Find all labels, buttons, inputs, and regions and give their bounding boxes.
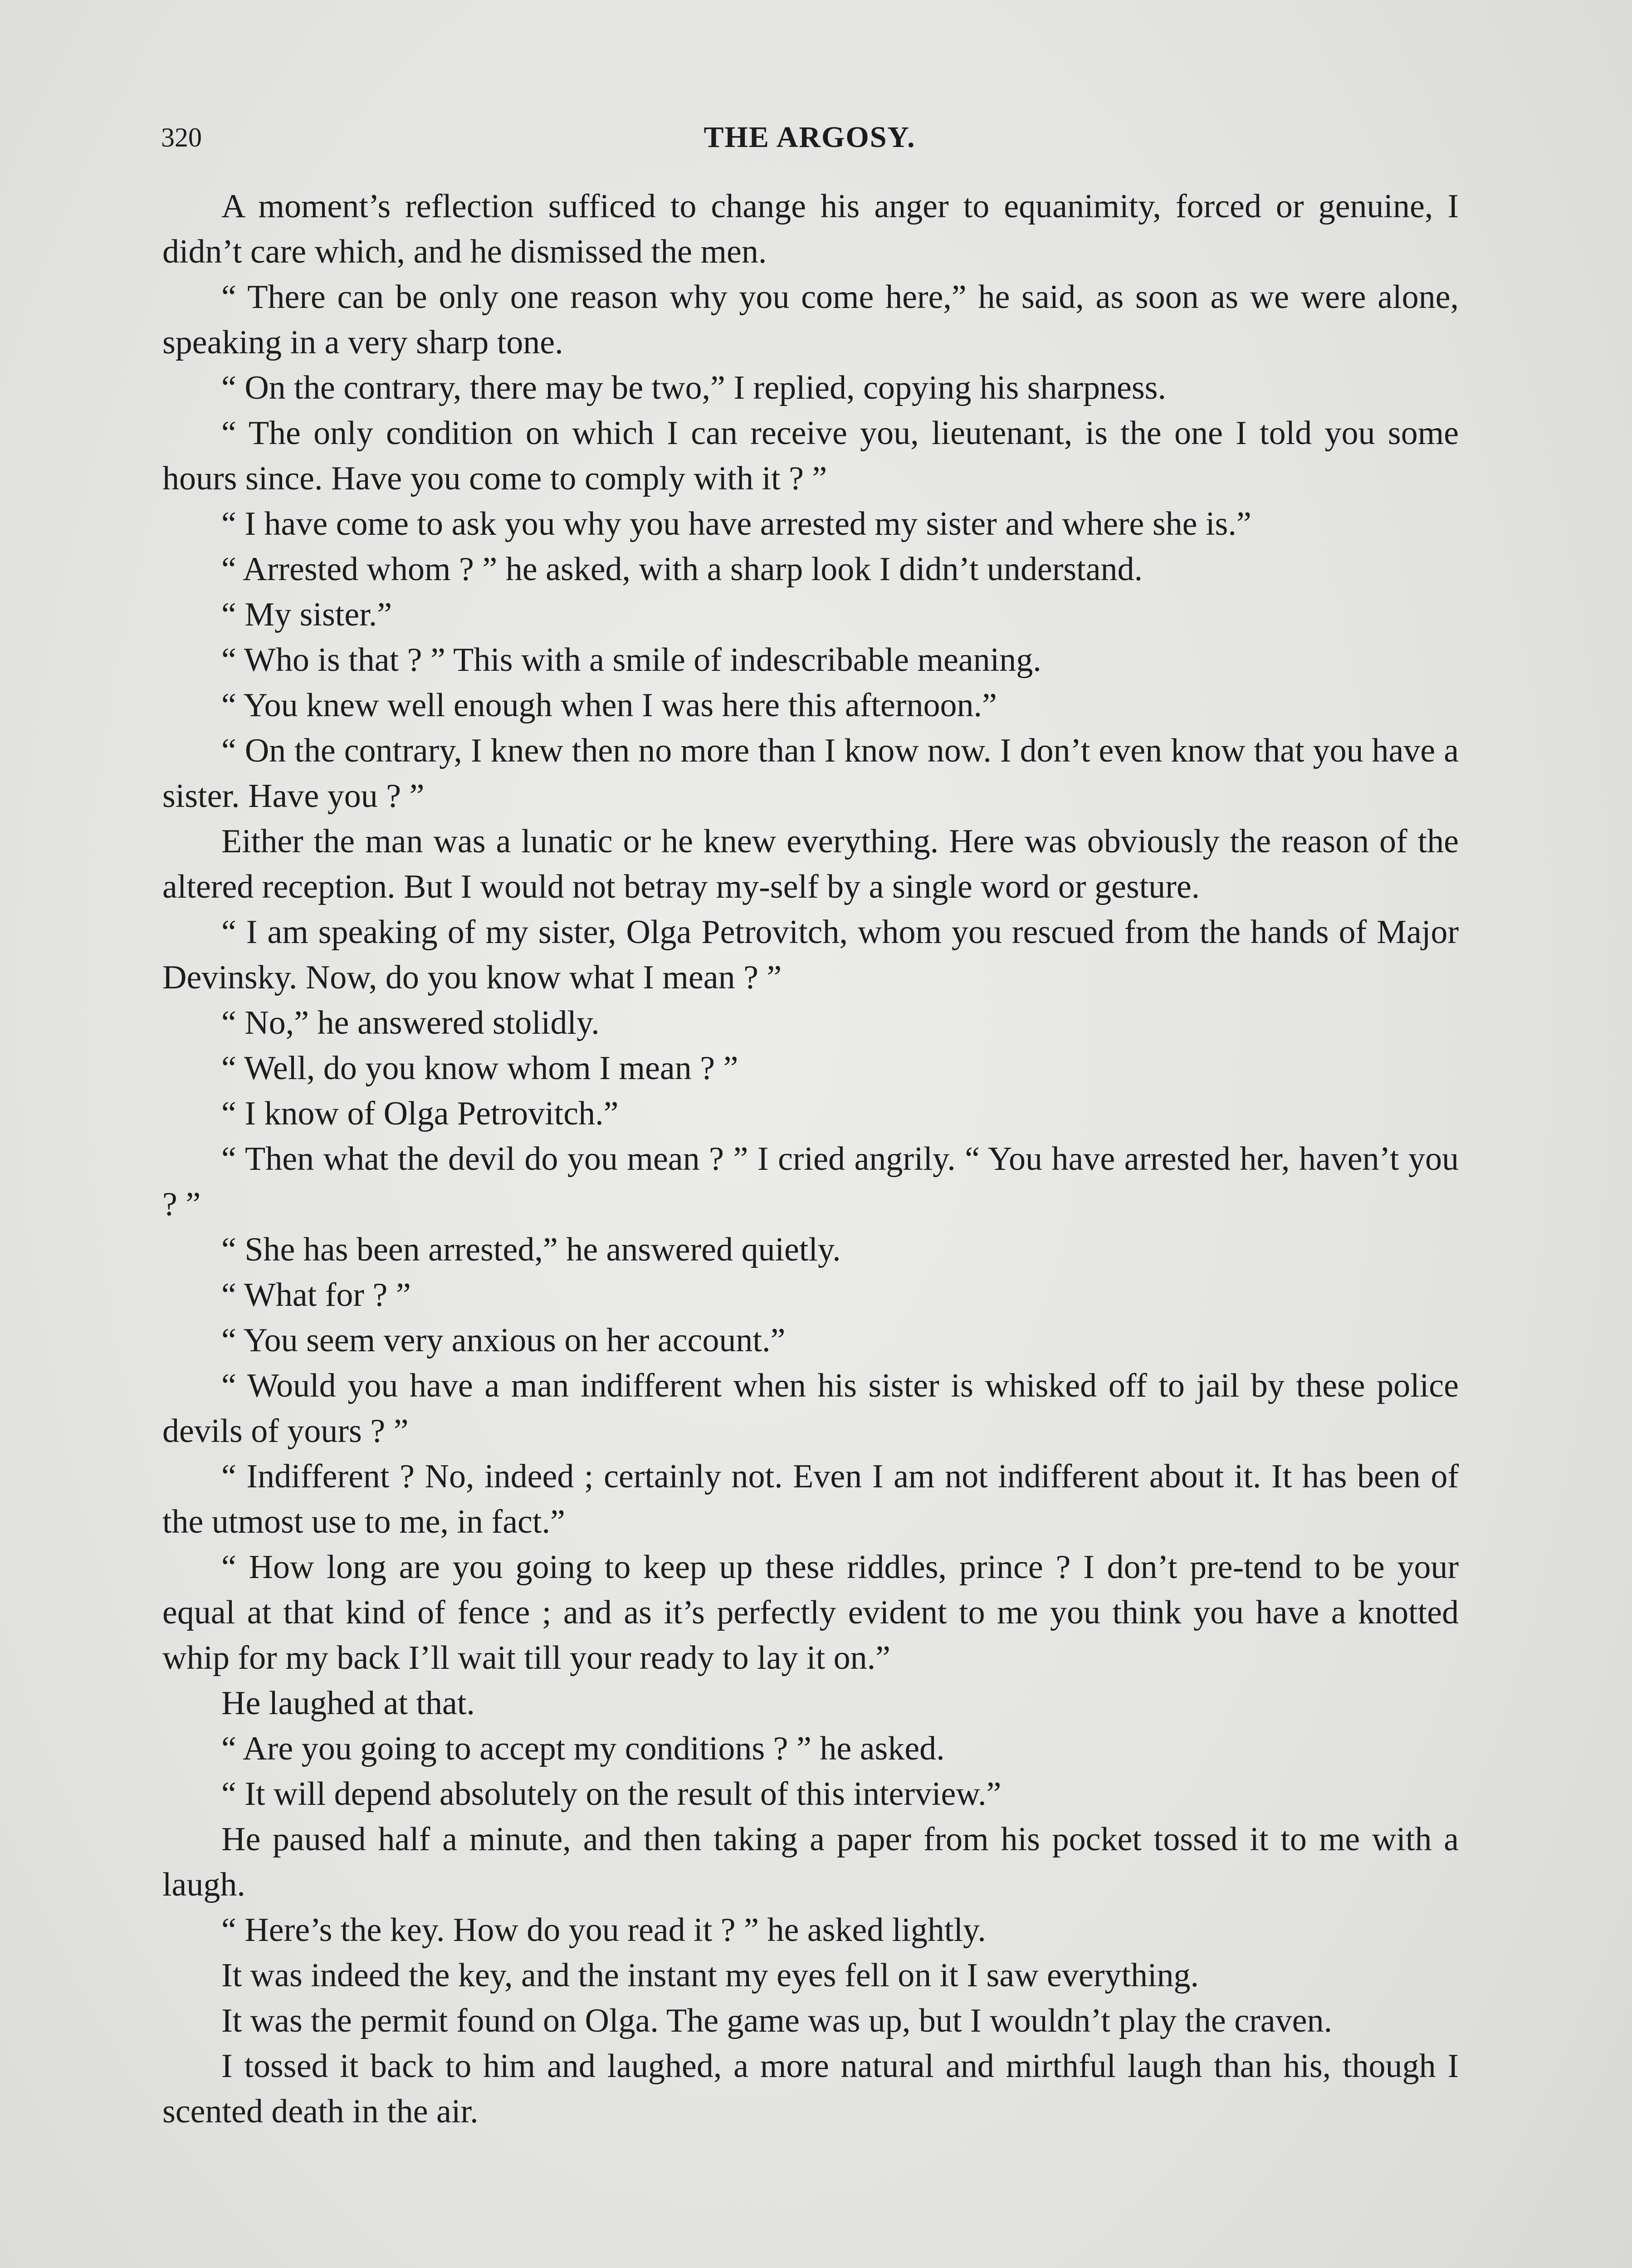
page-header [161, 117, 1458, 158]
running-title: THE ARGOSY. [704, 121, 916, 154]
paragraph: “ Indifferent ? No, indeed ; certainly not. Even I am not indifferent about it. It has been of the utmost use to me, in fact.” [162, 1458, 1459, 1540]
paragraph: “ What for ? ” [221, 1276, 411, 1314]
paragraph: Either the man was a lunatic or he knew everything. Here was obviously the reason of the altered reception. But I would not betray my-self by a single word or gesture. [162, 823, 1459, 905]
paragraph: A moment’s reflection sufficed to change his anger to equanimity, forced or genuine, I didn’t care which, and he dismissed the men. [162, 188, 1459, 270]
paragraph: It was indeed the key, and the instant my eyes fell on it I saw everything. [221, 1957, 1199, 1994]
paragraph: “ On the contrary, there may be two,” I replied, copying his sharpness. [221, 369, 1166, 406]
paragraph: “ You seem very anxious on her account.” [221, 1322, 786, 1359]
paragraph: It was the permit found on Olga. The game was up, but I wouldn’t play the craven. [221, 2002, 1332, 2039]
paragraph: “ On the contrary, I knew then no more than I know now. I don’t even know that you have a sister. Have you ? ” [162, 732, 1459, 815]
paragraph: “ Well, do you know whom I mean ? ” [221, 1050, 738, 1087]
paragraph: “ Would you have a man indifferent when his sister is whisked off to jail by these police devils of yours ? ” [162, 1367, 1459, 1450]
paragraph: “ I am speaking of my sister, Olga Petrovitch, whom you rescued from the hands of Major Devinsky. Now, do you know what I mean ? ” [162, 914, 1459, 996]
paragraph: “ How long are you going to keep up these riddles, prince ? I don’t pre-tend to be your equal at that kind of fence ; and as it’s perfectly evident to me you think you have a knotted whip for my back I’ll wait till your ready to lay it on.” [162, 1549, 1459, 1677]
paragraph: He laughed at that. [221, 1685, 475, 1722]
paragraph: “ My sister.” [221, 596, 392, 633]
paragraph: “ I have come to ask you why you have arrested my sister and where she is.” [221, 505, 1251, 543]
paragraph: “ Are you going to accept my conditions ? ” he asked. [221, 1730, 945, 1767]
body-text [162, 184, 1459, 2134]
paragraph: “ It will depend absolutely on the result of this interview.” [221, 1775, 1002, 1813]
page-number: 320 [161, 122, 202, 152]
paragraph: “ I know of Olga Petrovitch.” [221, 1095, 619, 1132]
paragraph: “ Here’s the key. How do you read it ? ” he asked lightly. [221, 1911, 986, 1949]
paragraph: I tossed it back to him and laughed, a more natural and mirthful laugh than his, though I scented death in the air. [162, 2048, 1459, 2130]
paragraph: “ You knew well enough when I was here this afternoon.” [221, 687, 997, 724]
paragraph: “ There can be only one reason why you come here,” he said, as soon as we were alone, speaking in a very sharp tone. [162, 279, 1459, 361]
paragraph: “ The only condition on which I can receive you, lieutenant, is the one I told you some hours since. Have you come to comply with it ? ” [162, 415, 1459, 497]
paragraph: “ Then what the devil do you mean ? ” I cried angrily. “ You have arrested her, haven’t you ? ” [162, 1140, 1459, 1223]
paragraph: “ Who is that ? ” This with a smile of indescribable meaning. [221, 641, 1041, 679]
paragraph: “ Arrested whom ? ” he asked, with a sharp look I didn’t understand. [221, 551, 1143, 588]
paragraph: He paused half a minute, and then taking a paper from his pocket tossed it to me with a laugh. [162, 1821, 1459, 1903]
paragraph: “ No,” he answered stolidly. [221, 1004, 600, 1041]
paragraph: “ She has been arrested,” he answered quietly. [221, 1231, 841, 1268]
